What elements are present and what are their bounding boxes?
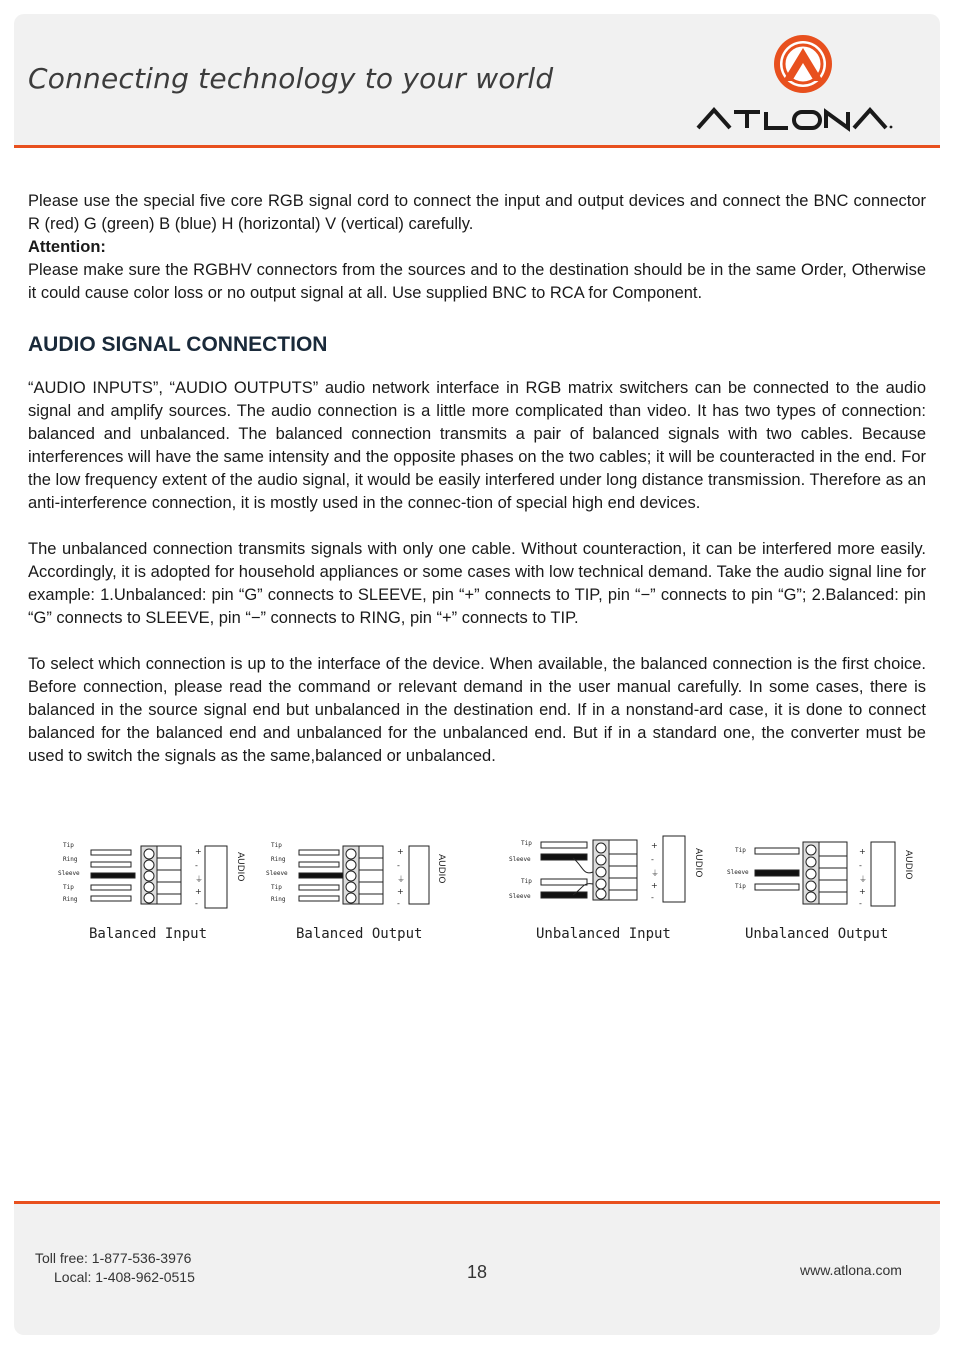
svg-text:+: + xyxy=(195,847,202,856)
wire-label: Ring xyxy=(63,856,78,863)
attention-label: Attention: xyxy=(28,238,106,256)
diagram-caption: Unbalanced Output xyxy=(745,926,889,942)
svg-text:+: + xyxy=(397,887,404,896)
svg-text:AUDIO: AUDIO xyxy=(235,852,245,882)
svg-text:Tip: Tip xyxy=(521,840,532,847)
svg-text:-: - xyxy=(397,899,400,908)
diagram-balanced-output xyxy=(263,832,463,952)
unbalanced-output-wiring-icon xyxy=(721,832,921,912)
diagram-caption: Balanced Input xyxy=(89,926,208,942)
svg-text:⏚: ⏚ xyxy=(397,875,405,884)
svg-text:-: - xyxy=(651,893,654,902)
svg-text:-: - xyxy=(195,899,198,908)
atlona-logo xyxy=(690,34,920,138)
svg-text:AUDIO: AUDIO xyxy=(903,850,913,880)
svg-text:-: - xyxy=(397,861,400,870)
logo-emblem-icon xyxy=(774,35,832,93)
svg-text:+: + xyxy=(195,887,202,896)
svg-text:Sleeve: Sleeve xyxy=(266,870,288,877)
svg-text:Tip: Tip xyxy=(271,842,282,849)
wire-label: Sleeve xyxy=(58,870,80,877)
diagram-balanced-input xyxy=(55,832,255,952)
svg-text:-: - xyxy=(195,861,198,870)
svg-text:Tip: Tip xyxy=(521,878,532,885)
intro-paragraph: Please use the special five core RGB signal cord to connect the input and output devices and connect the BNC connector R (red) G (green) B (blue) H (horizontal) V (vertical) carefully. xyxy=(28,192,926,233)
audio-paragraph-1: “AUDIO INPUTS”, “AUDIO OUTPUTS” audio network interface in RGB matrix switchers can be connected to the audio signal and amplify sources. The audio connection is a little more complicated than video. It has two types of connection: balanced and unbalanced. The balanced connection transmits a pair of balanced signals with two cables. Because interferences will have the same intensity and the opposite phases on the two cables; it will be counteracted in the end. For the low frequency extent of the audio signal, it would be easily interfered under long distance transmission. Therefore as an anti-interference connection, it is mostly used in the connec-tion of special high end devices. xyxy=(28,379,926,512)
wire-label: Tip xyxy=(63,884,74,891)
audio-paragraph-2: The unbalanced connection transmits signals with only one cable. Without counteraction, it can be interfered more easily. Accordingly, it is adopted for household appliances or some cases with low technical demand. Take the audio signal line for example: 1.Unbalanced: pin “G” connects to SLEEVE, pin “+” connects to TIP, pin “−” connects to pin “G”; 2.Balanced: pin “G” connects to SLEEVE, pin “−” connects to RING, pin “+” connects to TIP. xyxy=(28,540,926,627)
svg-text:-: - xyxy=(859,861,862,870)
diagram-caption: Unbalanced Input xyxy=(536,926,671,942)
tagline: Connecting technology to your world xyxy=(28,62,554,95)
body-content xyxy=(28,190,926,768)
toll-free-number: Toll free: 1-877-536-3976 xyxy=(35,1250,192,1266)
svg-text:+: + xyxy=(859,847,866,856)
svg-text:+: + xyxy=(651,881,658,890)
svg-text:AUDIO: AUDIO xyxy=(436,854,446,884)
svg-text:Sleeve: Sleeve xyxy=(509,893,531,900)
balanced-output-wiring-icon xyxy=(263,832,463,912)
unbalanced-input-wiring-icon xyxy=(503,832,703,912)
svg-text:Sleeve: Sleeve xyxy=(509,856,531,863)
svg-text:Sleeve: Sleeve xyxy=(727,869,749,876)
balanced-input-wiring-icon xyxy=(55,832,255,912)
audio-paragraph-3: To select which connection is up to the interface of the device. When available, the balanced connection is the first choice. Before connection, please read the command or relevant demand in the user manual carefully. In some cases, there is balanced in the source signal end but unbalanced in the destination end. If in a nonstand-ard case, it is done to connect balanced for the balanced end and unbalanced for the unbalanced end. But if in a standard one, the converter must be used to switch the signals as the same,balanced or unbalanced. xyxy=(28,655,926,765)
wire-label: Ring xyxy=(63,896,78,903)
website-link[interactable]: www.atlona.com xyxy=(800,1262,902,1278)
svg-text:+: + xyxy=(859,887,866,896)
diagram-unbalanced-input xyxy=(503,832,703,952)
section-heading: AUDIO SIGNAL CONNECTION xyxy=(28,333,328,356)
contact-phones xyxy=(35,1249,195,1287)
svg-text:Tip: Tip xyxy=(735,847,746,854)
svg-text:Tip: Tip xyxy=(735,883,746,890)
svg-text:⏚: ⏚ xyxy=(651,869,659,878)
svg-text:+: + xyxy=(397,847,404,856)
svg-text:Tip: Tip xyxy=(271,884,282,891)
diagram-unbalanced-output xyxy=(721,832,921,952)
svg-text:AUDIO: AUDIO xyxy=(693,848,703,878)
attention-paragraph: Please make sure the RGBHV connectors from the sources and to the destination should be in the same Order, Otherwise it could cause color loss or no output signal at all. Use supplied BNC to RCA for Component. xyxy=(28,261,926,302)
svg-text:+: + xyxy=(651,841,658,850)
svg-text:⏚: ⏚ xyxy=(859,875,867,884)
page-number: 18 xyxy=(467,1262,488,1282)
logo-wordmark xyxy=(698,110,886,128)
svg-text:-: - xyxy=(651,855,654,864)
svg-text:⏚: ⏚ xyxy=(195,875,203,884)
diagram-caption: Balanced Output xyxy=(296,926,423,942)
svg-text:Ring: Ring xyxy=(271,856,286,863)
local-number: Local: 1-408-962-0515 xyxy=(54,1269,195,1285)
svg-text:Ring: Ring xyxy=(271,896,286,903)
wire-label: Tip xyxy=(63,842,74,849)
header-divider xyxy=(14,145,940,148)
audio-wiring-diagrams xyxy=(55,832,935,952)
svg-text:-: - xyxy=(859,899,862,908)
